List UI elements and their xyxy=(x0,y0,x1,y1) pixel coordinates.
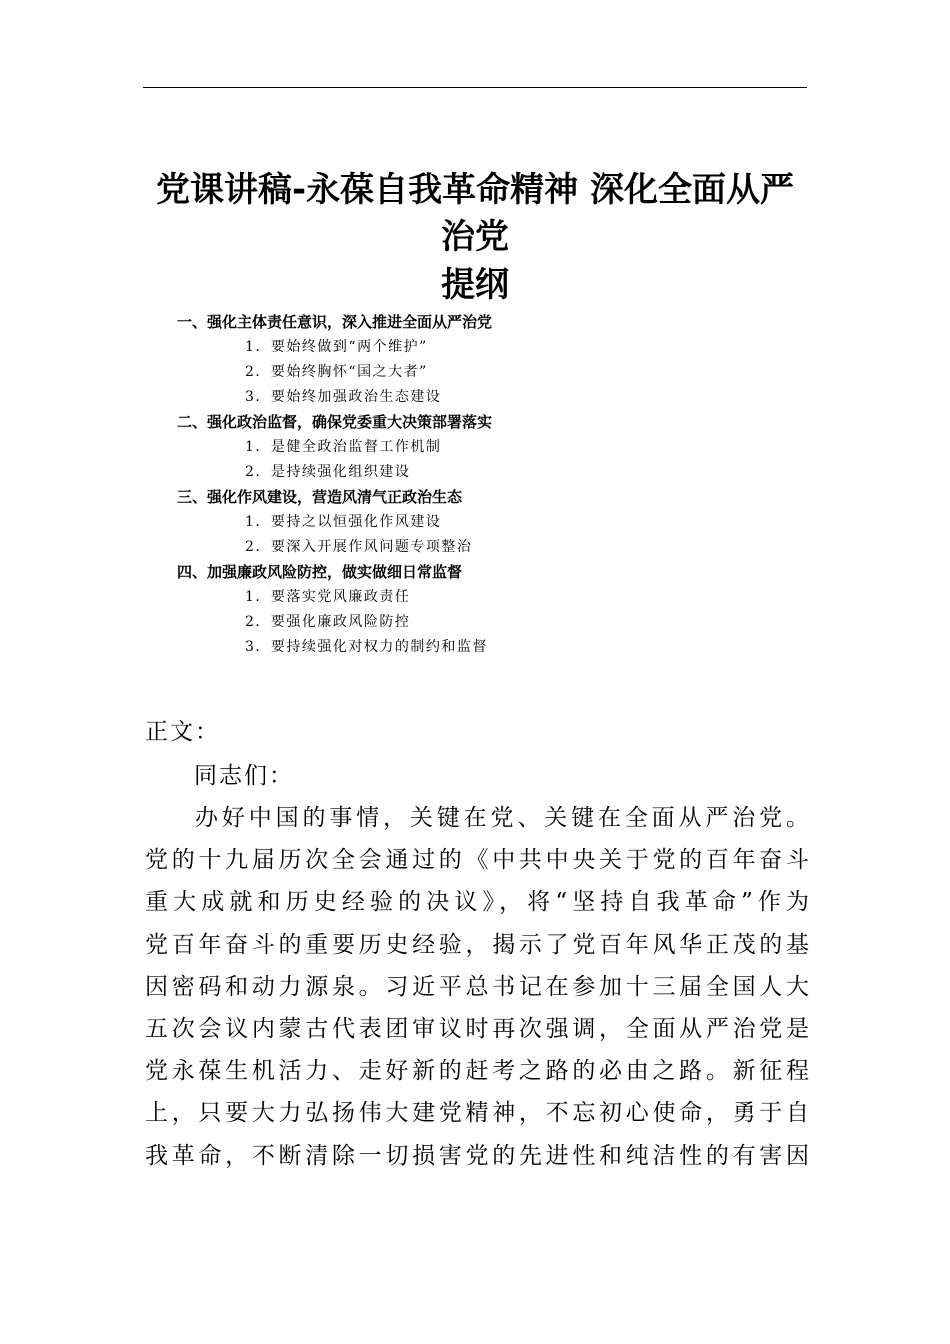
outline-heading: 提纲 xyxy=(441,265,509,305)
document-title-line-2: 治党 xyxy=(441,217,509,257)
outline-item: 1．要持之以恒强化作风建设 xyxy=(245,514,442,530)
outline-item: 2．要深入开展作风问题专项整治 xyxy=(245,539,473,555)
body-paragraph xyxy=(145,797,809,1177)
paragraph-line: 上，只要大力弘扬伟大建党精神，不忘初心使命，勇于自 xyxy=(145,1100,809,1127)
paragraph-line: 党永葆生机活力、走好新的赶考之路的必由之路。新征程 xyxy=(145,1058,809,1085)
outline-section-2-heading: 二、强化政治监督，确保党委重大决策部署落实 xyxy=(177,413,493,431)
paragraph-line: 我革命，不断清除一切损害党的先进性和纯洁性的有害因 xyxy=(145,1142,809,1169)
outline-item: 3．要始终加强政治生态建设 xyxy=(245,389,442,405)
outline-item: 2．是持续强化组织建设 xyxy=(245,464,411,480)
outline-section-1-heading: 一、强化主体责任意识，深入推进全面从严治党 xyxy=(177,313,493,331)
header-rule xyxy=(143,87,807,88)
outline-item: 1．要始终做到“两个维护” xyxy=(245,339,428,355)
paragraph-line: 办好中国的事情，关键在党、关键在全面从严治党。 xyxy=(195,805,809,831)
paragraph-line: 党的十九届历次全会通过的《中共中央关于党的百年奋斗 xyxy=(145,847,809,874)
outline-item: 1．要落实党风廉政责任 xyxy=(245,589,411,605)
outline-item: 1．是健全政治监督工作机制 xyxy=(245,439,442,455)
outline-item: 2．要强化廉政风险防控 xyxy=(245,614,411,630)
paragraph-line: 重大成就和历史经验的决议》，将“坚持自我革命”作为 xyxy=(145,889,809,916)
paragraph-line: 因密码和动力源泉。习近平总书记在参加十三届全国人大 xyxy=(145,973,809,1000)
body-label: 正文： xyxy=(145,719,220,745)
outline-section-3-heading: 三、强化作风建设，营造风清气正政治生态 xyxy=(177,488,463,506)
document-title-line-1: 党课讲稿-永葆自我革命精神 深化全面从严 xyxy=(156,170,794,210)
outline-item: 3．要持续强化对权力的制约和监督 xyxy=(245,639,488,655)
outline-item: 2．要始终胸怀“国之大者” xyxy=(245,364,428,380)
outline-section-4-heading: 四、加强廉政风险防控，做实做细日常监督 xyxy=(177,563,463,581)
greeting: 同志们： xyxy=(194,763,294,789)
paragraph-line: 党百年奋斗的重要历史经验，揭示了党百年风华正茂的基 xyxy=(145,931,809,958)
paragraph-line: 五次会议内蒙古代表团审议时再次强调，全面从严治党是 xyxy=(145,1015,809,1042)
